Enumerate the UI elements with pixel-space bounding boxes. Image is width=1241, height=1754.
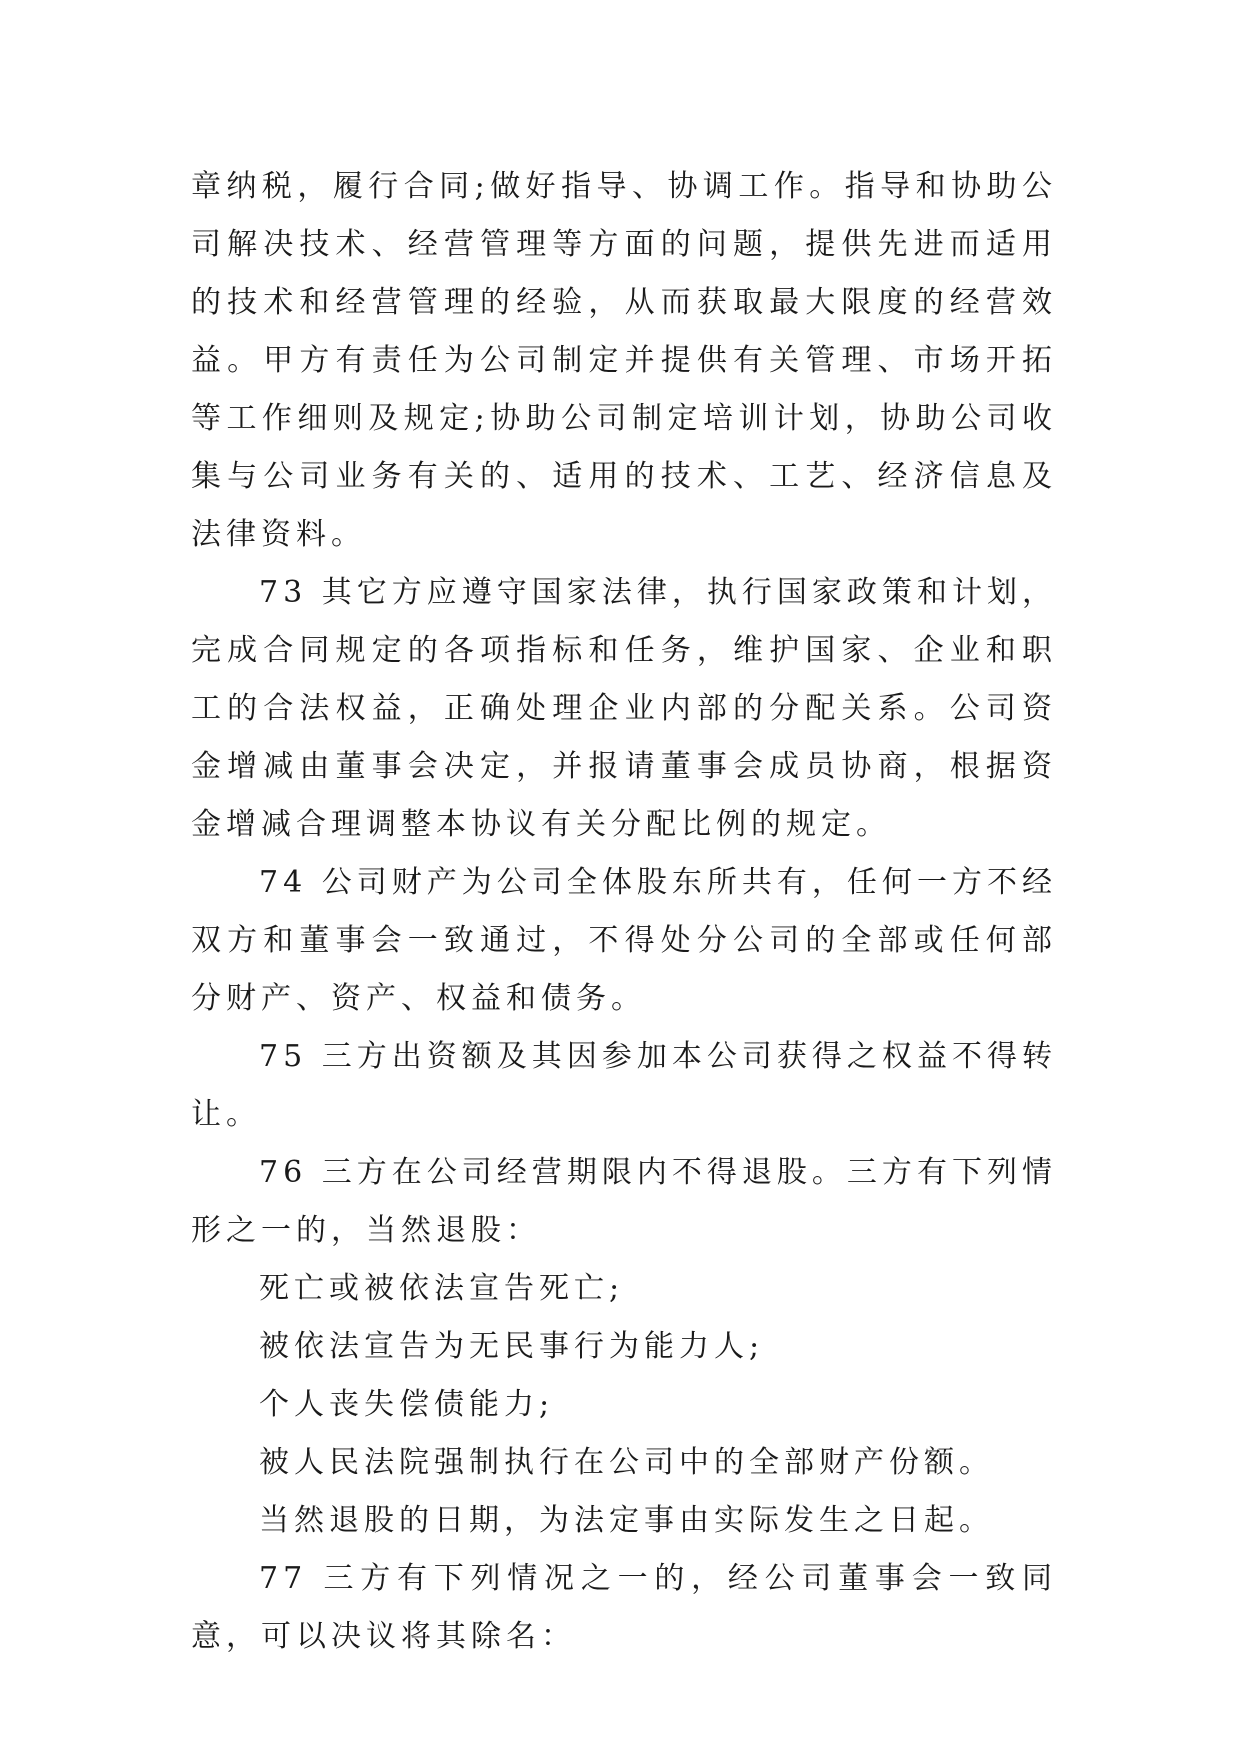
document-body <box>191 158 1057 1666</box>
list-item-death: 死亡或被依法宣告死亡; <box>259 1271 625 1306</box>
paragraph-clause-73: 73 其它方应遵守国家法律，执行国家政策和计划，完成合同规定的各项指标和任务，维护国家、企业和职工的合法权益，正确处理企业内部的分配关系。公司资金增减由董事会决定，并报请董事会成员协商，根据资金增减合理调整本协议有关分配比例的规定。 <box>191 575 1057 842</box>
paragraph-clause-74: 74 公司财产为公司全体股东所共有，任何一方不经双方和董事会一致通过，不得处分公司的全部或任何部分财产、资产、权益和债务。 <box>191 865 1057 1016</box>
list-item-incapacity: 被依法宣告为无民事行为能力人; <box>259 1329 765 1364</box>
paragraph-withdrawal-date: 当然退股的日期，为法定事由实际发生之日起。 <box>259 1503 994 1538</box>
paragraph-clause-76: 76 三方在公司经营期限内不得退股。三方有下列情形之一的，当然退股： <box>191 1155 1057 1248</box>
paragraph-continuation: 章纳税，履行合同;做好指导、协调工作。指导和协助公司解决技术、经营管理等方面的问题，提供先进而适用的技术和经营管理的经验，从而获取最大限度的经营效益。甲方有责任为公司制定并提供有关管理、市场开拓等工作细则及规定;协助公司制定培训计划，协助公司收集与公司业务有关的、适用的技术、工艺、经济信息及法律资料。 <box>191 169 1057 552</box>
paragraph-clause-77: 77 三方有下列情况之一的，经公司董事会一致同意，可以决议将其除名： <box>191 1561 1057 1654</box>
paragraph-clause-75: 75 三方出资额及其因参加本公司获得之权益不得转让。 <box>191 1039 1057 1132</box>
list-item-enforcement: 被人民法院强制执行在公司中的全部财产份额。 <box>259 1445 994 1480</box>
list-item-insolvency: 个人丧失偿债能力; <box>259 1387 555 1422</box>
